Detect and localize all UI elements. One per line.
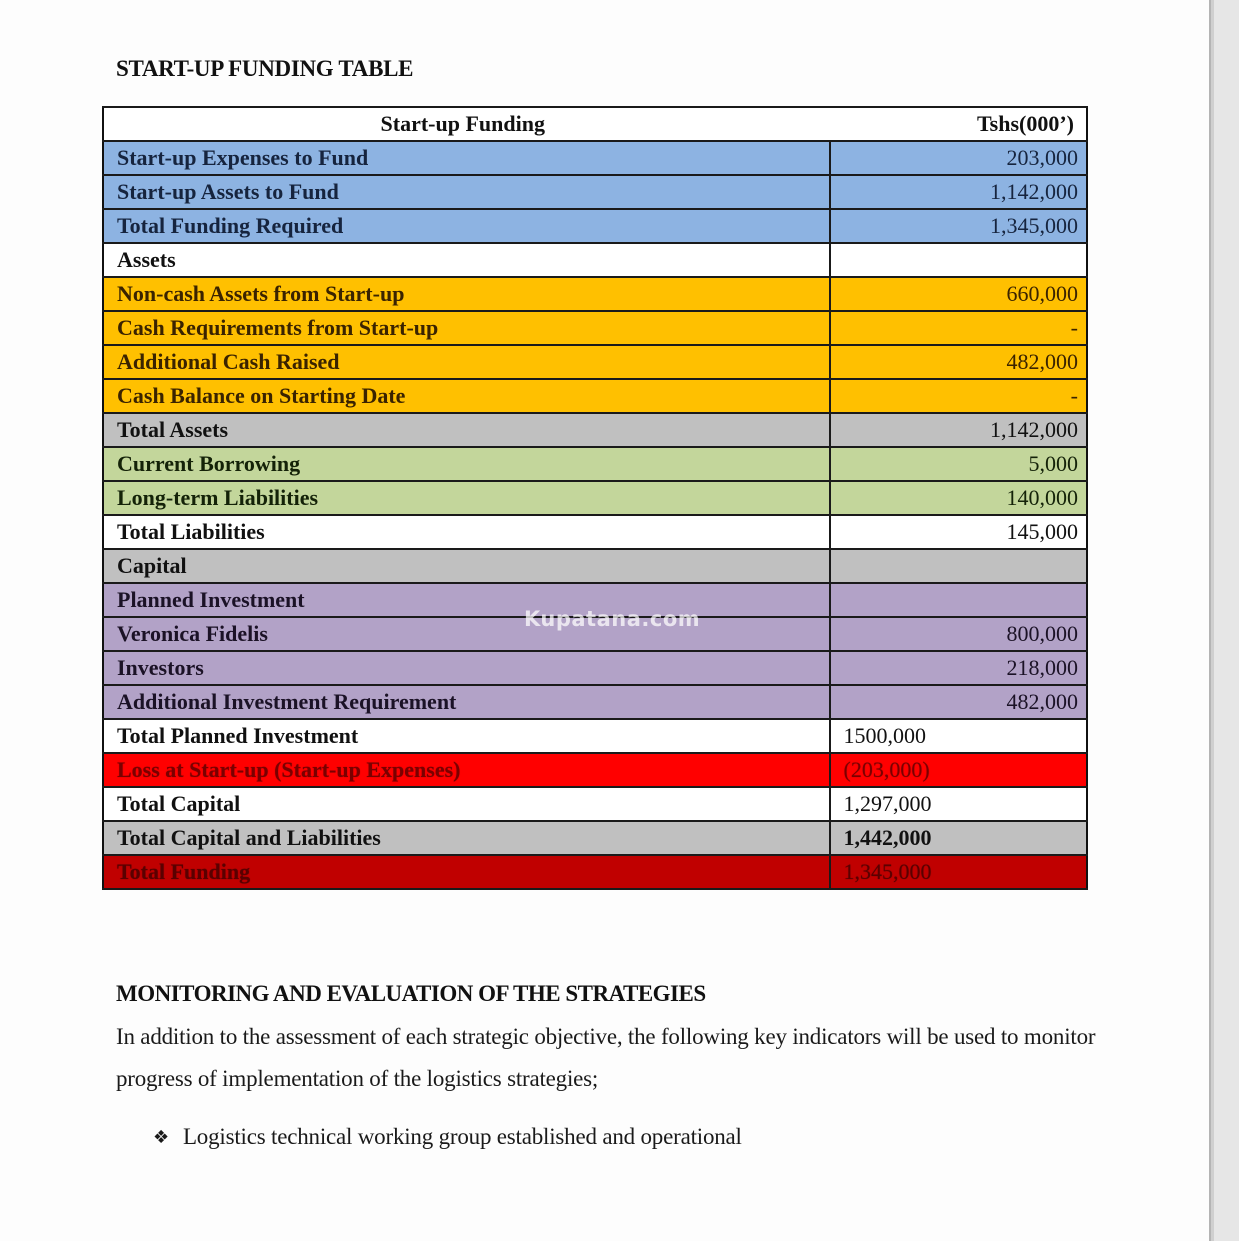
table-row <box>103 277 1087 311</box>
row-label: Long-term Liabilities <box>103 481 830 515</box>
table-row <box>103 549 1087 583</box>
list-item <box>153 1124 742 1150</box>
row-value: 140,000 <box>830 481 1087 515</box>
table-row <box>103 821 1087 855</box>
table-row <box>103 855 1087 889</box>
row-value <box>830 243 1087 277</box>
watermark: Kupatana.com <box>524 607 701 631</box>
row-value: 1500,000 <box>830 719 1087 753</box>
row-value: 1,142,000 <box>830 175 1087 209</box>
row-value <box>830 549 1087 583</box>
table-row <box>103 787 1087 821</box>
row-label: Non-cash Assets from Start-up <box>103 277 830 311</box>
table-row <box>103 753 1087 787</box>
row-value: 1,345,000 <box>830 209 1087 243</box>
row-value: (203,000) <box>830 753 1087 787</box>
row-value: 1,345,000 <box>830 855 1087 889</box>
table-row <box>103 345 1087 379</box>
row-label: Planned Investment <box>103 583 830 617</box>
row-label: Loss at Start-up (Start-up Expenses) <box>103 753 830 787</box>
table-row <box>103 413 1087 447</box>
table-row <box>103 447 1087 481</box>
table-row <box>103 379 1087 413</box>
table-row <box>103 243 1087 277</box>
table-row <box>103 583 1087 617</box>
table-header-row <box>103 107 1087 141</box>
row-value: 1,297,000 <box>830 787 1087 821</box>
row-label: Start-up Assets to Fund <box>103 175 830 209</box>
row-value: - <box>830 311 1087 345</box>
row-label: Start-up Expenses to Fund <box>103 141 830 175</box>
row-value: 203,000 <box>830 141 1087 175</box>
row-value: 145,000 <box>830 515 1087 549</box>
row-label: Capital <box>103 549 830 583</box>
row-label: Total Liabilities <box>103 515 830 549</box>
row-label: Cash Requirements from Start-up <box>103 311 830 345</box>
row-value: 5,000 <box>830 447 1087 481</box>
table-row <box>103 719 1087 753</box>
intro-paragraph: In addition to the assessment of each strategic objective, the following key indicators will be used to monitor progress of implementation of the logistics strategies; <box>116 1024 1096 1091</box>
row-label: Total Capital <box>103 787 830 821</box>
row-value: 1,142,000 <box>830 413 1087 447</box>
row-label: Investors <box>103 651 830 685</box>
row-value <box>830 583 1087 617</box>
row-label: Total Planned Investment <box>103 719 830 753</box>
funding-section-title: START-UP FUNDING TABLE <box>116 56 414 81</box>
row-value: 218,000 <box>830 651 1087 685</box>
row-label: Total Capital and Liabilities <box>103 821 830 855</box>
table-row <box>103 617 1087 651</box>
table-row <box>103 481 1087 515</box>
monitoring-section-title: MONITORING AND EVALUATION OF THE STRATEGIES <box>116 981 706 1006</box>
row-label: Cash Balance on Starting Date <box>103 379 830 413</box>
table-row <box>103 685 1087 719</box>
table-row <box>103 651 1087 685</box>
row-value: 1,442,000 <box>830 821 1087 855</box>
row-label: Total Funding <box>103 855 830 889</box>
row-label: Total Funding Required <box>103 209 830 243</box>
scrollbar[interactable] <box>1209 0 1239 1241</box>
row-label: Additional Investment Requirement <box>103 685 830 719</box>
table-row <box>103 175 1087 209</box>
row-label: Veronica Fidelis <box>103 617 830 651</box>
header-currency: Tshs(000’) <box>830 107 1087 141</box>
row-value: 482,000 <box>830 685 1087 719</box>
table-row <box>103 311 1087 345</box>
row-label: Current Borrowing <box>103 447 830 481</box>
row-label: Additional Cash Raised <box>103 345 830 379</box>
row-label: Assets <box>103 243 830 277</box>
table-row <box>103 515 1087 549</box>
list-item-text: Logistics technical working group established and operational <box>182 1124 742 1149</box>
row-value: 482,000 <box>830 345 1087 379</box>
table-row <box>103 209 1087 243</box>
row-value: 800,000 <box>830 617 1087 651</box>
startup-funding-table <box>102 106 1088 890</box>
diamond-bullet-icon: ❖ <box>153 1126 169 1148</box>
row-value: 660,000 <box>830 277 1087 311</box>
table-row <box>103 141 1087 175</box>
header-label: Start-up Funding <box>103 107 830 141</box>
row-label: Total Assets <box>103 413 830 447</box>
row-value: - <box>830 379 1087 413</box>
